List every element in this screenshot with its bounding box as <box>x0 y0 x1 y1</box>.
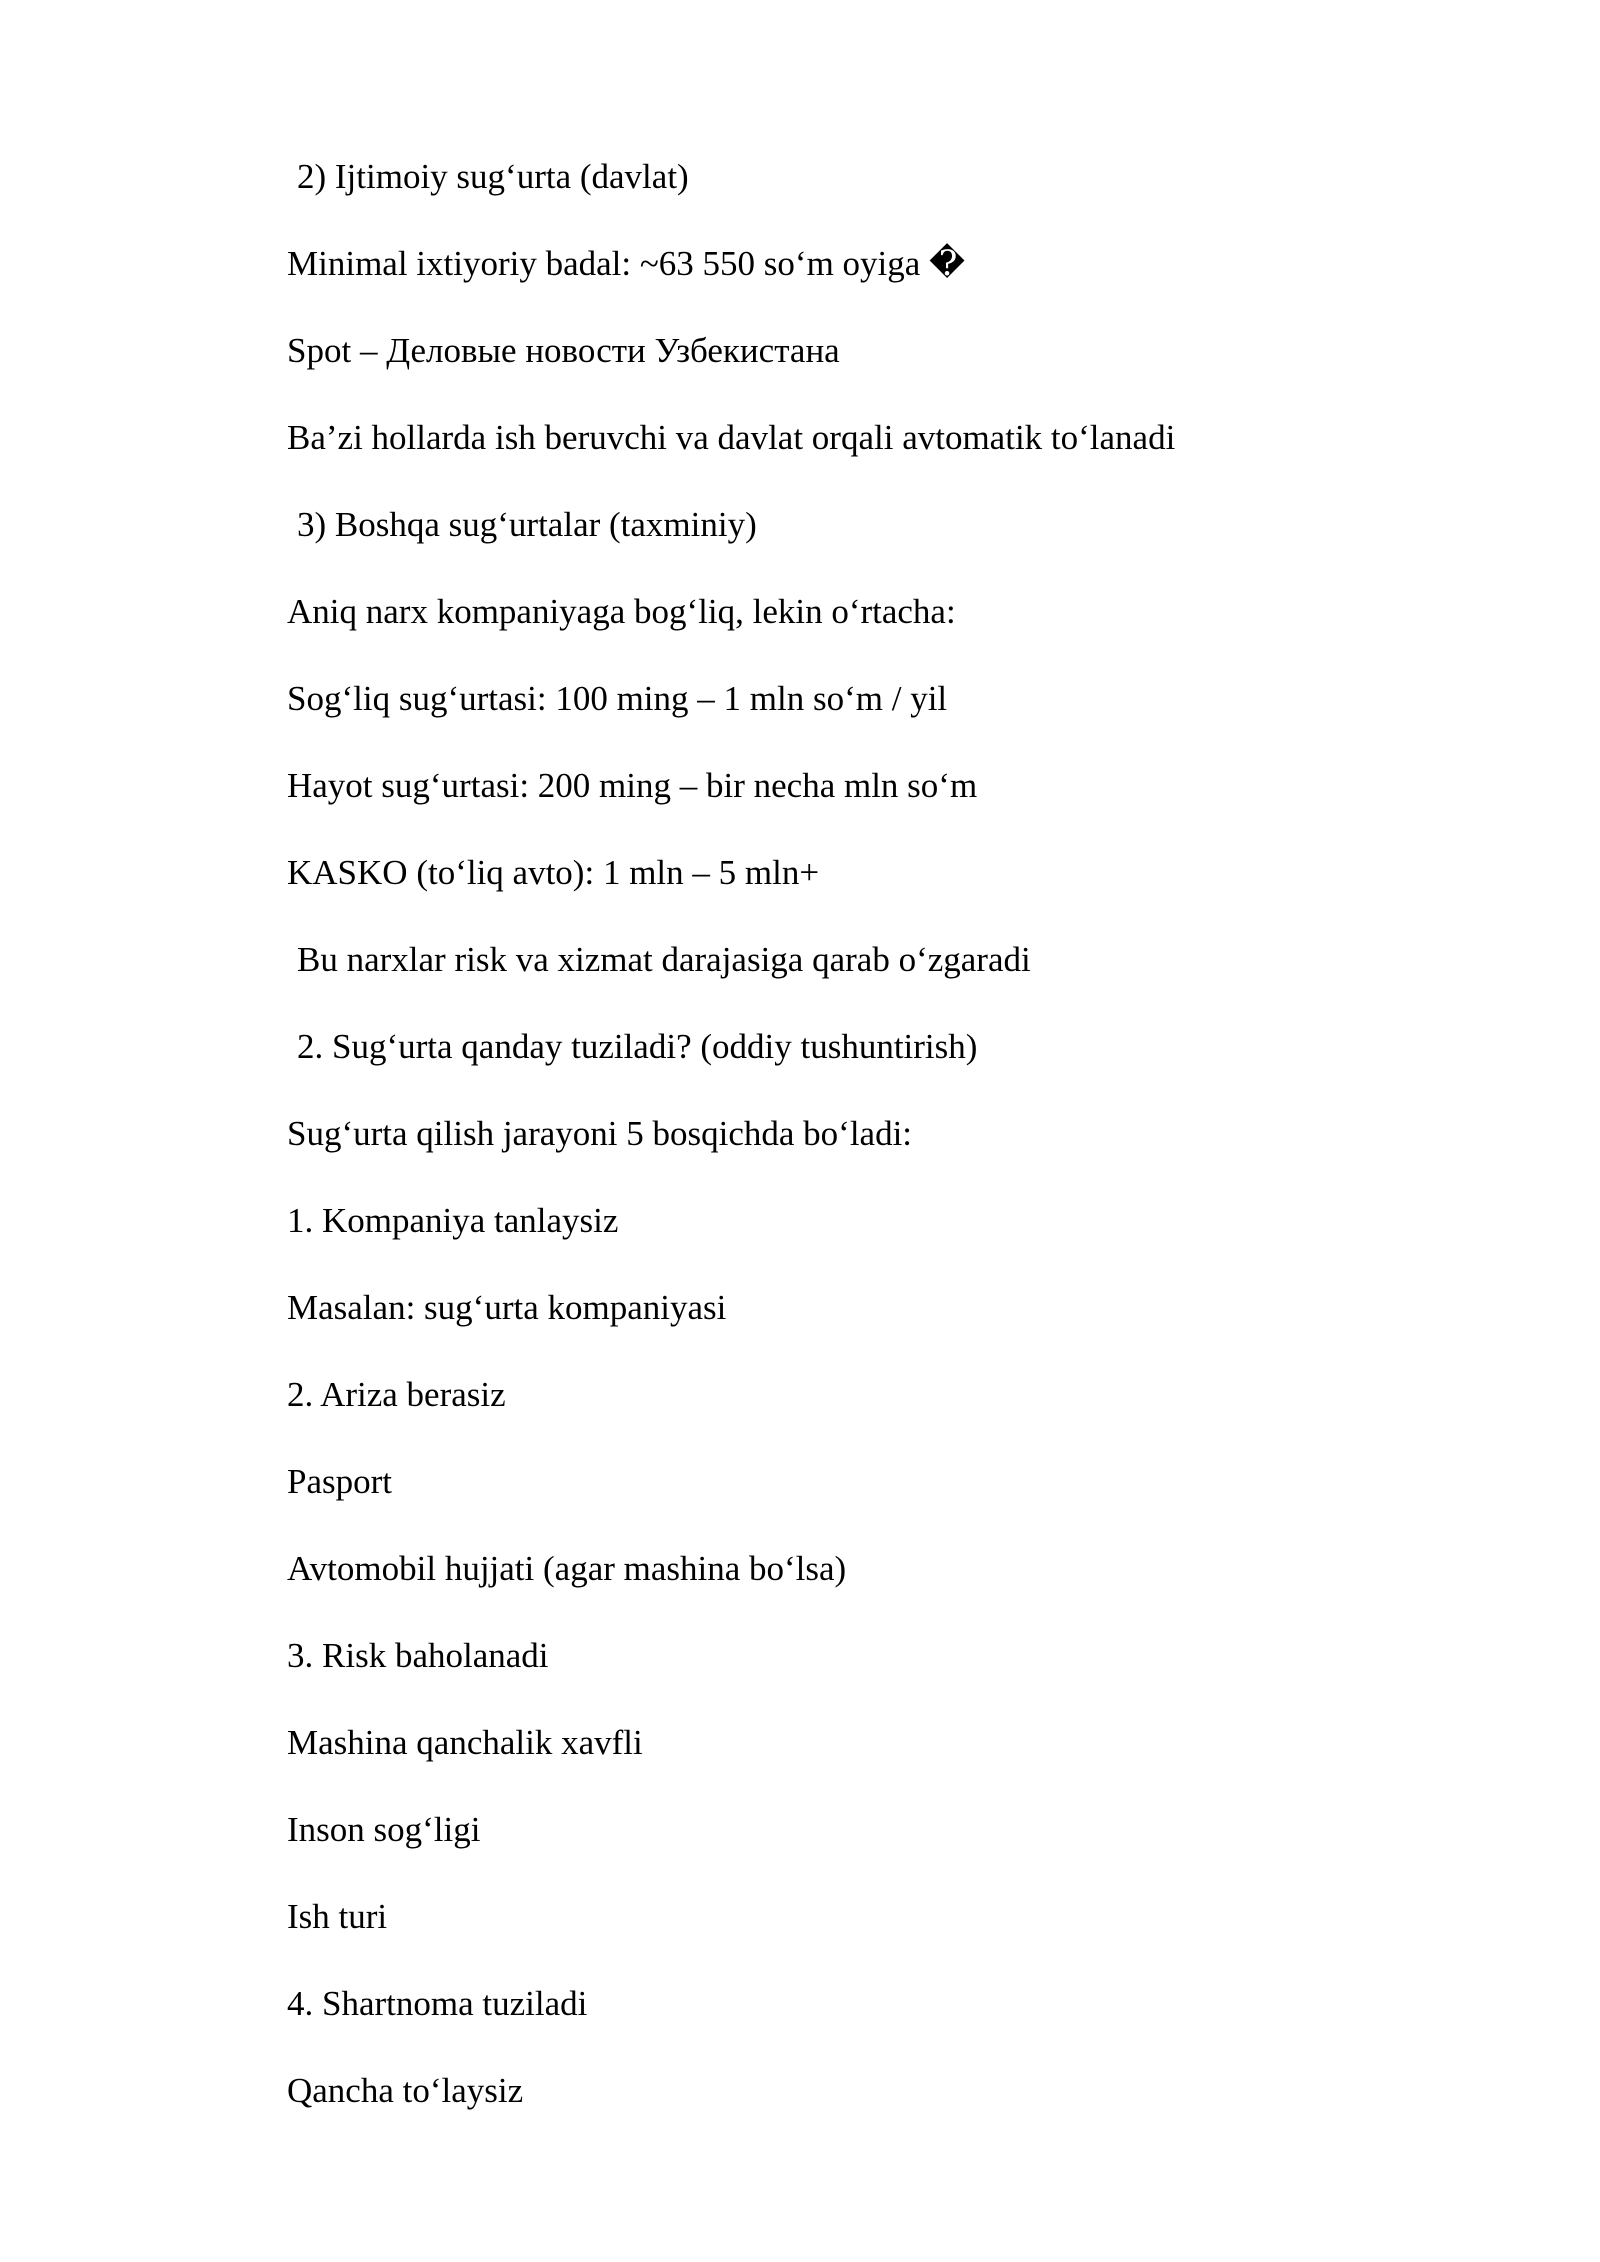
paragraph-line: Aniq narx kompaniyaga bog‘liq, lekin o‘rtacha: <box>287 592 956 631</box>
paragraph-line: Hayot sug‘urtasi: 200 ming – bir necha mln so‘m <box>287 766 978 805</box>
paragraph-line: Pasport <box>287 1462 392 1501</box>
paragraph-line: Sug‘urta qilish jarayoni 5 bosqichda bo‘ladi: <box>287 1114 913 1153</box>
paragraph-line: Minimal ixtiyoriy badal: ~63 550 so‘m oyiga � <box>287 244 965 283</box>
section-heading-how-insurance-works: 2. Sug‘urta qanday tuziladi? (oddiy tushuntirish) <box>297 1027 978 1066</box>
document-body <box>287 147 1387 2148</box>
paragraph-line: Avtomobil hujjati (agar mashina bo‘lsa) <box>287 1549 847 1588</box>
source-line: Spot – Деловые новости Узбекистана <box>287 331 840 370</box>
paragraph-line: Sog‘liq sug‘urtasi: 100 ming – 1 mln so‘m / yil <box>287 679 948 718</box>
paragraph-line: Mashina qanchalik xavfli <box>287 1723 643 1762</box>
section-heading-other-insurance: 3) Boshqa sug‘urtalar (taxminiy) <box>297 505 757 544</box>
step-heading: 4. Shartnoma tuziladi <box>287 1984 588 2023</box>
paragraph-line: Inson sog‘ligi <box>287 1810 481 1849</box>
paragraph-line: Masalan: sug‘urta kompaniyasi <box>287 1288 727 1327</box>
paragraph-line: Ish turi <box>287 1897 388 1936</box>
step-heading: 1. Kompaniya tanlaysiz <box>287 1201 619 1240</box>
note-line: Bu narxlar risk va xizmat darajasiga qarab o‘zgaradi <box>297 940 1031 979</box>
paragraph-line: KASKO (to‘liq avto): 1 mln – 5 mln+ <box>287 853 820 892</box>
paragraph-line: Ba’zi hollarda ish beruvchi va davlat orqali avtomatik to‘lanadi <box>287 418 1176 457</box>
paragraph-line: Qancha to‘laysiz <box>287 2071 524 2110</box>
step-heading: 3. Risk baholanadi <box>287 1636 549 1675</box>
step-heading: 2. Ariza berasiz <box>287 1375 506 1414</box>
section-heading-social-insurance: 2) Ijtimoiy sug‘urta (davlat) <box>297 157 689 196</box>
